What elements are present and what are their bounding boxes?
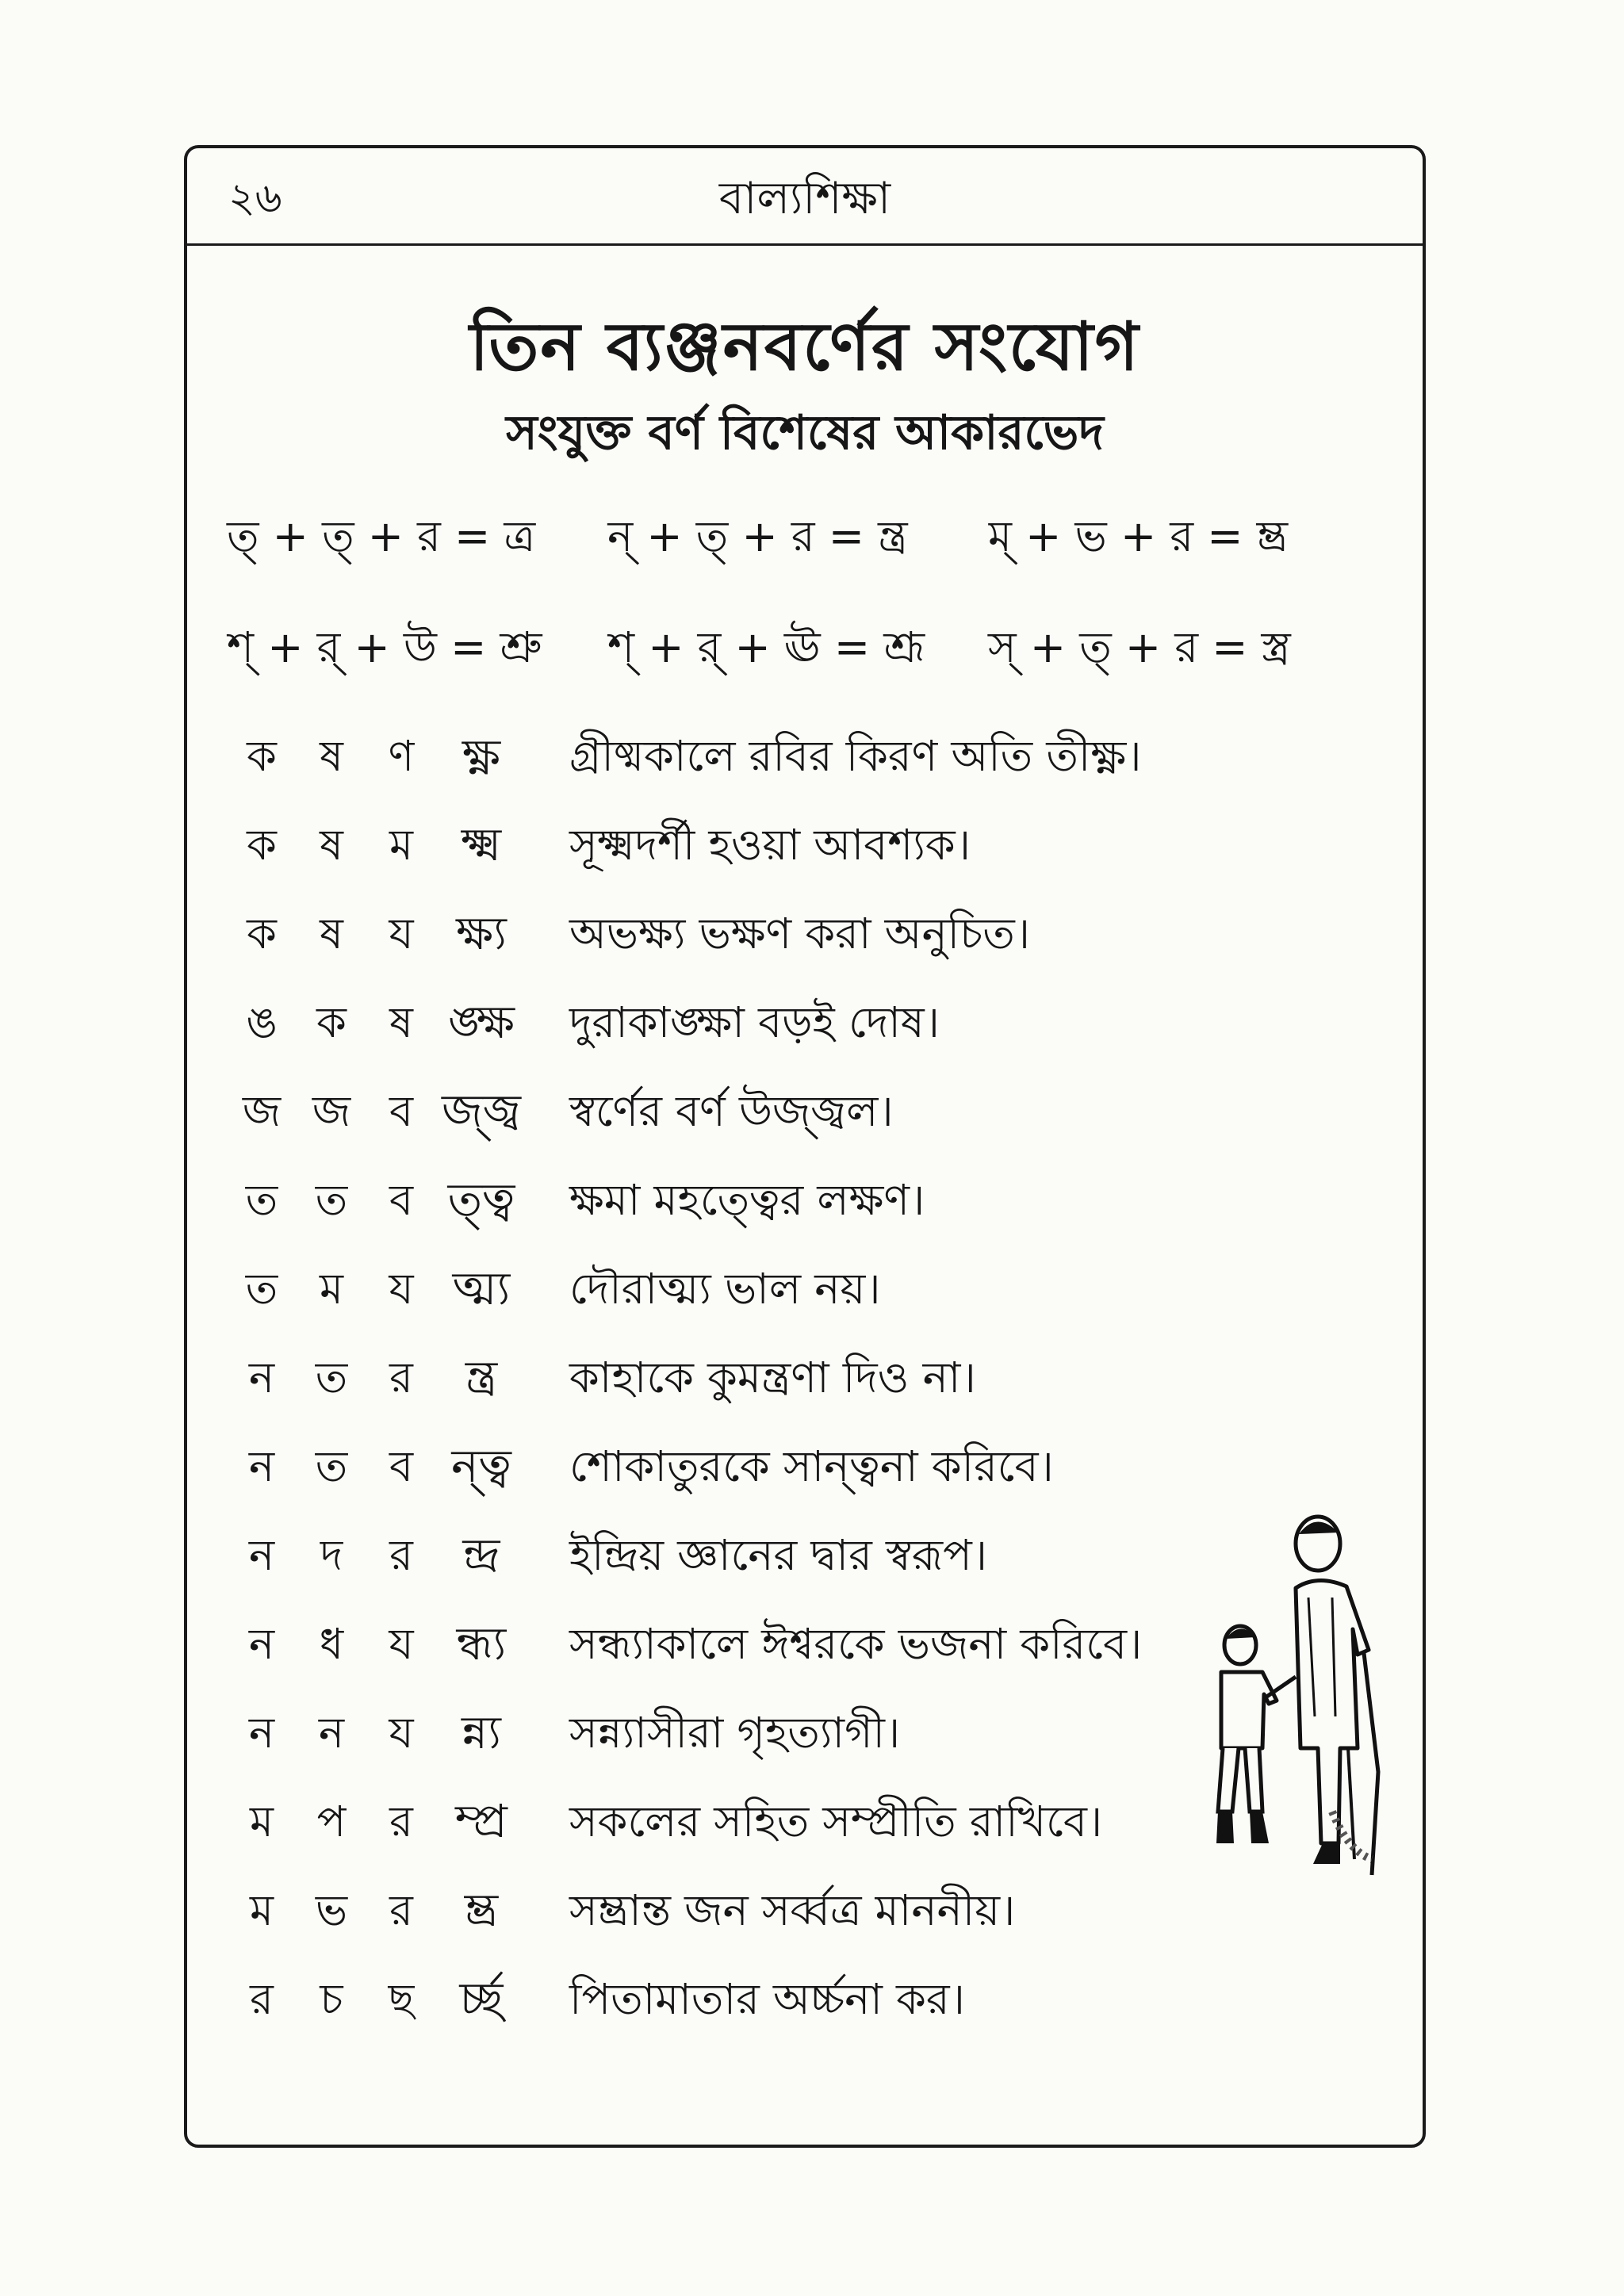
component-letter: ন	[248, 1530, 275, 1580]
component-letter: য	[389, 1619, 414, 1669]
example-row	[227, 897, 1030, 976]
component-letter: ব	[389, 1441, 414, 1491]
component-letter: জ	[312, 1086, 351, 1136]
example-sentence: স্বর্ণের বর্ণ উজ্জ্বল।	[569, 1086, 894, 1136]
formula: শ্ + র্ + ঊ = শ্রূ	[607, 622, 925, 672]
formula: ম্ + ভ + র = ম্ভ্র	[988, 511, 1289, 561]
conjunct-letter: ন্ত্ব	[451, 1438, 511, 1493]
component-letter: ষ	[320, 909, 343, 959]
component-letter: র	[389, 1885, 413, 1935]
example-row	[227, 1429, 1054, 1509]
component-letter: জ	[242, 1086, 282, 1136]
component-letter: ন	[248, 1441, 275, 1491]
example-sentence: ইন্দ্রিয় জ্ঞানের দ্বার স্বরূপ।	[569, 1530, 988, 1580]
example-sentence: সন্ন্যাসীরা গৃহত্যাগী।	[569, 1708, 901, 1758]
component-letter: ন	[248, 1708, 275, 1758]
conjunct-letter: ন্ধ্য	[456, 1616, 507, 1670]
component-letter: ব	[389, 1086, 414, 1136]
example-sentence: পিতামাতার অর্চ্চনা কর।	[569, 1974, 965, 2024]
component-letter: য	[389, 1264, 414, 1314]
component-letter: ষ	[389, 997, 413, 1047]
component-letter: প	[316, 1797, 347, 1846]
conjunct-letter: র্চ্ছ	[459, 1971, 504, 2026]
conjunct-letter: ত্ত্ব	[447, 1172, 515, 1226]
component-letter: চ	[320, 1974, 343, 2024]
component-letter: ন	[248, 1353, 275, 1402]
conjunct-letter: ন্ন্য	[462, 1705, 501, 1759]
component-letter: ভ	[315, 1885, 348, 1935]
conjunct-letter: ক্ষ্য	[456, 905, 507, 960]
example-row	[227, 808, 971, 887]
page-header	[187, 148, 1423, 246]
conjunct-letter: ন্দ্র	[462, 1527, 500, 1582]
page-title: তিন ব্যঞ্জনবর্ণের সংযোগ	[469, 308, 1140, 385]
example-row	[227, 1696, 900, 1775]
example-row	[227, 1607, 1142, 1686]
example-row	[227, 1518, 987, 1598]
component-letter: য	[389, 1708, 414, 1758]
page-subtitle: সংযুক্ত বর্ণ বিশেষের আকারভেদ	[506, 405, 1104, 461]
component-letter: ঙ	[246, 997, 278, 1047]
example-row	[227, 1785, 1102, 1864]
component-letter: ব	[389, 1175, 414, 1225]
formula: স্ + ত্ + র = স্ত্র	[988, 622, 1291, 672]
component-letter: র	[389, 1797, 413, 1846]
component-letter: র	[389, 1530, 413, 1580]
component-letter: ম	[250, 1885, 274, 1935]
component-letter: ক	[247, 909, 277, 959]
example-sentence: দৌরাত্ম্য ভাল নয়।	[569, 1264, 881, 1314]
conjunct-letter: ঙ্ক্ষ	[448, 994, 515, 1049]
component-letter: ষ	[320, 731, 343, 781]
component-letter: ক	[316, 997, 347, 1047]
component-letter: ছ	[388, 1974, 415, 2024]
conjunct-letter: ন্ত্র	[465, 1349, 498, 1404]
example-sentence: শোকাতুরকে সান্ত্বনা করিবে।	[569, 1441, 1054, 1491]
component-letter: ত	[245, 1264, 278, 1314]
component-letter: ণ	[388, 731, 415, 781]
page-number: ২৬	[228, 174, 282, 222]
example-row	[227, 1341, 976, 1420]
component-letter: ধ	[319, 1619, 344, 1669]
formula: ত্ + ত্ + র = ত্র	[227, 511, 536, 561]
conjunct-letter: ম্প্র	[455, 1793, 508, 1848]
formula: শ্ + র্ + উ = শ্রু	[227, 622, 542, 672]
example-sentence: সম্ভ্রান্ত জন সর্ব্বত্র মাননীয়।	[569, 1885, 1016, 1935]
example-sentence: ক্ষমা মহত্ত্বের লক্ষণ।	[569, 1175, 925, 1225]
example-row	[227, 1074, 894, 1154]
conjunct-letter: ম্ভ্র	[464, 1882, 499, 1937]
example-row	[227, 1873, 1015, 1953]
example-sentence: দুরাকাঙ্ক্ষা বড়ই দোষ।	[569, 997, 940, 1047]
father-child-illustration	[1213, 1510, 1397, 1883]
component-letter: ন	[248, 1619, 275, 1669]
component-letter: ম	[320, 1264, 343, 1314]
component-letter: ম	[389, 820, 413, 870]
conjunct-letter: ক্ষ্ম	[461, 817, 502, 871]
component-letter: ত	[315, 1175, 348, 1225]
example-sentence: সকলের সহিত সম্প্রীতি রাখিবে।	[569, 1797, 1103, 1846]
example-row	[227, 1252, 881, 1331]
component-letter: ত	[245, 1175, 278, 1225]
component-letter: র	[250, 1974, 274, 2024]
component-letter: ত	[315, 1353, 348, 1402]
example-sentence: অভক্ষ্য ভক্ষণ করা অনুচিত।	[569, 909, 1031, 959]
example-row	[227, 1962, 965, 2042]
component-letter: ত	[315, 1441, 348, 1491]
example-row	[227, 719, 1142, 798]
component-letter: দ	[320, 1530, 343, 1580]
example-sentence: কাহাকে কুমন্ত্রণা দিও না।	[569, 1353, 976, 1402]
conjunct-letter: ক্ষ্ণ	[462, 728, 501, 783]
component-letter: ম	[250, 1797, 274, 1846]
component-letter: ক	[247, 820, 277, 870]
conjunct-letter: জ্জ্ব	[441, 1083, 521, 1138]
formula-grid	[227, 503, 1369, 686]
component-letter: ষ	[320, 820, 343, 870]
example-sentence: সন্ধ্যাকালে ঈশ্বরকে ভজনা করিবে।	[569, 1619, 1143, 1669]
example-sentence: গ্রীষ্মকালে রবির কিরণ অতি তীক্ষ্ণ।	[569, 731, 1142, 781]
example-row	[227, 1163, 925, 1242]
component-letter: র	[389, 1353, 413, 1402]
book-title: বাল্যশিক্ষা	[718, 173, 891, 224]
conjunct-letter: ত্ম্য	[452, 1261, 511, 1315]
example-row	[227, 985, 940, 1065]
example-sentence: সূক্ষ্মদর্শী হওয়া আবশ্যক।	[569, 820, 971, 870]
component-letter: ন	[318, 1708, 345, 1758]
formula: ন্ + ত্ + র = ন্ত্র	[607, 511, 908, 561]
component-letter: য	[389, 909, 414, 959]
component-letter: ক	[247, 731, 277, 781]
